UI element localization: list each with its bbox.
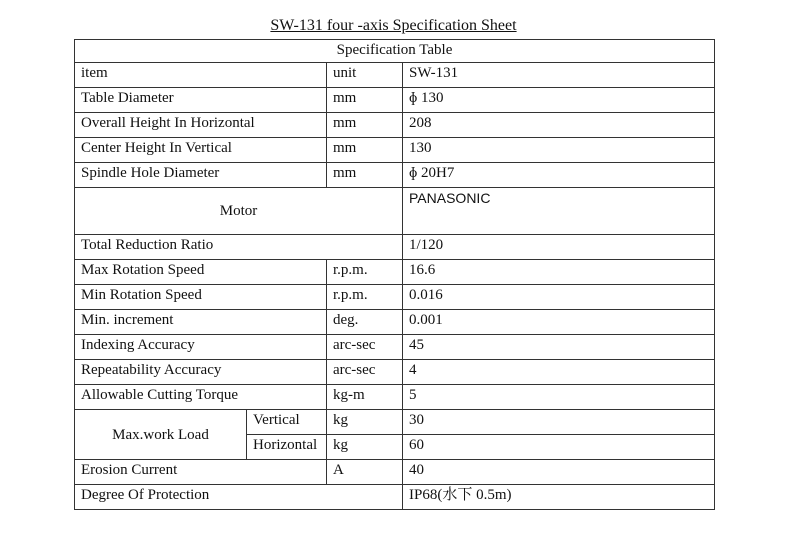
row-value: 0.016 bbox=[403, 285, 715, 310]
row-item: Min Rotation Speed bbox=[75, 285, 327, 310]
header-item: item bbox=[75, 63, 327, 88]
row-unit: kg-m bbox=[327, 385, 403, 410]
row-unit: mm bbox=[327, 163, 403, 188]
table-row bbox=[75, 260, 715, 285]
row-unit: arc-sec bbox=[327, 360, 403, 385]
row-item: Degree Of Protection bbox=[75, 485, 403, 510]
row-item: Erosion Current bbox=[75, 460, 327, 485]
table-row bbox=[75, 88, 715, 113]
table-row bbox=[75, 485, 715, 510]
row-item: Allowable Cutting Torque bbox=[75, 385, 327, 410]
row-item: Overall Height In Horizontal bbox=[75, 113, 327, 138]
row-value: 130 bbox=[403, 138, 715, 163]
row-item: Max Rotation Speed bbox=[75, 260, 327, 285]
table-row bbox=[75, 113, 715, 138]
row-unit: kg bbox=[327, 435, 403, 460]
row-unit: A bbox=[327, 460, 403, 485]
row-value: IP68(水下 0.5m) bbox=[403, 485, 715, 510]
row-value: 40 bbox=[403, 460, 715, 485]
table-row bbox=[75, 138, 715, 163]
row-value: ɸ 20H7 bbox=[403, 163, 715, 188]
row-value: 4 bbox=[403, 360, 715, 385]
row-unit: mm bbox=[327, 88, 403, 113]
table-header-row bbox=[75, 63, 715, 88]
row-item-motor: Motor bbox=[75, 188, 403, 235]
row-unit: kg bbox=[327, 410, 403, 435]
row-sub-vertical: Vertical bbox=[247, 410, 327, 435]
specification-table bbox=[74, 39, 715, 510]
table-row bbox=[75, 385, 715, 410]
header-model: SW-131 bbox=[403, 63, 715, 88]
row-unit: deg. bbox=[327, 310, 403, 335]
table-row bbox=[75, 335, 715, 360]
row-unit: r.p.m. bbox=[327, 285, 403, 310]
row-value: 208 bbox=[403, 113, 715, 138]
row-value: ɸ 130 bbox=[403, 88, 715, 113]
row-unit: r.p.m. bbox=[327, 260, 403, 285]
row-unit: mm bbox=[327, 138, 403, 163]
row-value: 30 bbox=[403, 410, 715, 435]
row-value: 0.001 bbox=[403, 310, 715, 335]
row-unit: arc-sec bbox=[327, 335, 403, 360]
row-value: 45 bbox=[403, 335, 715, 360]
row-item: Spindle Hole Diameter bbox=[75, 163, 327, 188]
table-row bbox=[75, 460, 715, 485]
table-heading-row bbox=[75, 40, 715, 63]
row-item: Table Diameter bbox=[75, 88, 327, 113]
row-value-motor: PANASONIC bbox=[403, 188, 715, 235]
table-row bbox=[75, 410, 715, 435]
row-value: 5 bbox=[403, 385, 715, 410]
table-heading: Specification Table bbox=[75, 40, 715, 63]
row-value: 1/120 bbox=[403, 235, 715, 260]
row-value: 60 bbox=[403, 435, 715, 460]
row-item: Total Reduction Ratio bbox=[75, 235, 403, 260]
table-row bbox=[75, 285, 715, 310]
row-unit: mm bbox=[327, 113, 403, 138]
row-value: 16.6 bbox=[403, 260, 715, 285]
table-row bbox=[75, 235, 715, 260]
row-item: Min. increment bbox=[75, 310, 327, 335]
table-row bbox=[75, 310, 715, 335]
row-item-work-load: Max.work Load bbox=[75, 410, 247, 460]
sheet-title-text: SW-131 four -axis Specification Sheet bbox=[270, 17, 517, 34]
table-row bbox=[75, 360, 715, 385]
row-item: Center Height In Vertical bbox=[75, 138, 327, 163]
row-sub-horizontal: Horizontal bbox=[247, 435, 327, 460]
row-item: Indexing Accuracy bbox=[75, 335, 327, 360]
row-item: Repeatability Accuracy bbox=[75, 360, 327, 385]
header-unit: unit bbox=[327, 63, 403, 88]
table-row bbox=[75, 188, 715, 235]
table-row bbox=[75, 163, 715, 188]
sheet-title bbox=[0, 16, 787, 36]
